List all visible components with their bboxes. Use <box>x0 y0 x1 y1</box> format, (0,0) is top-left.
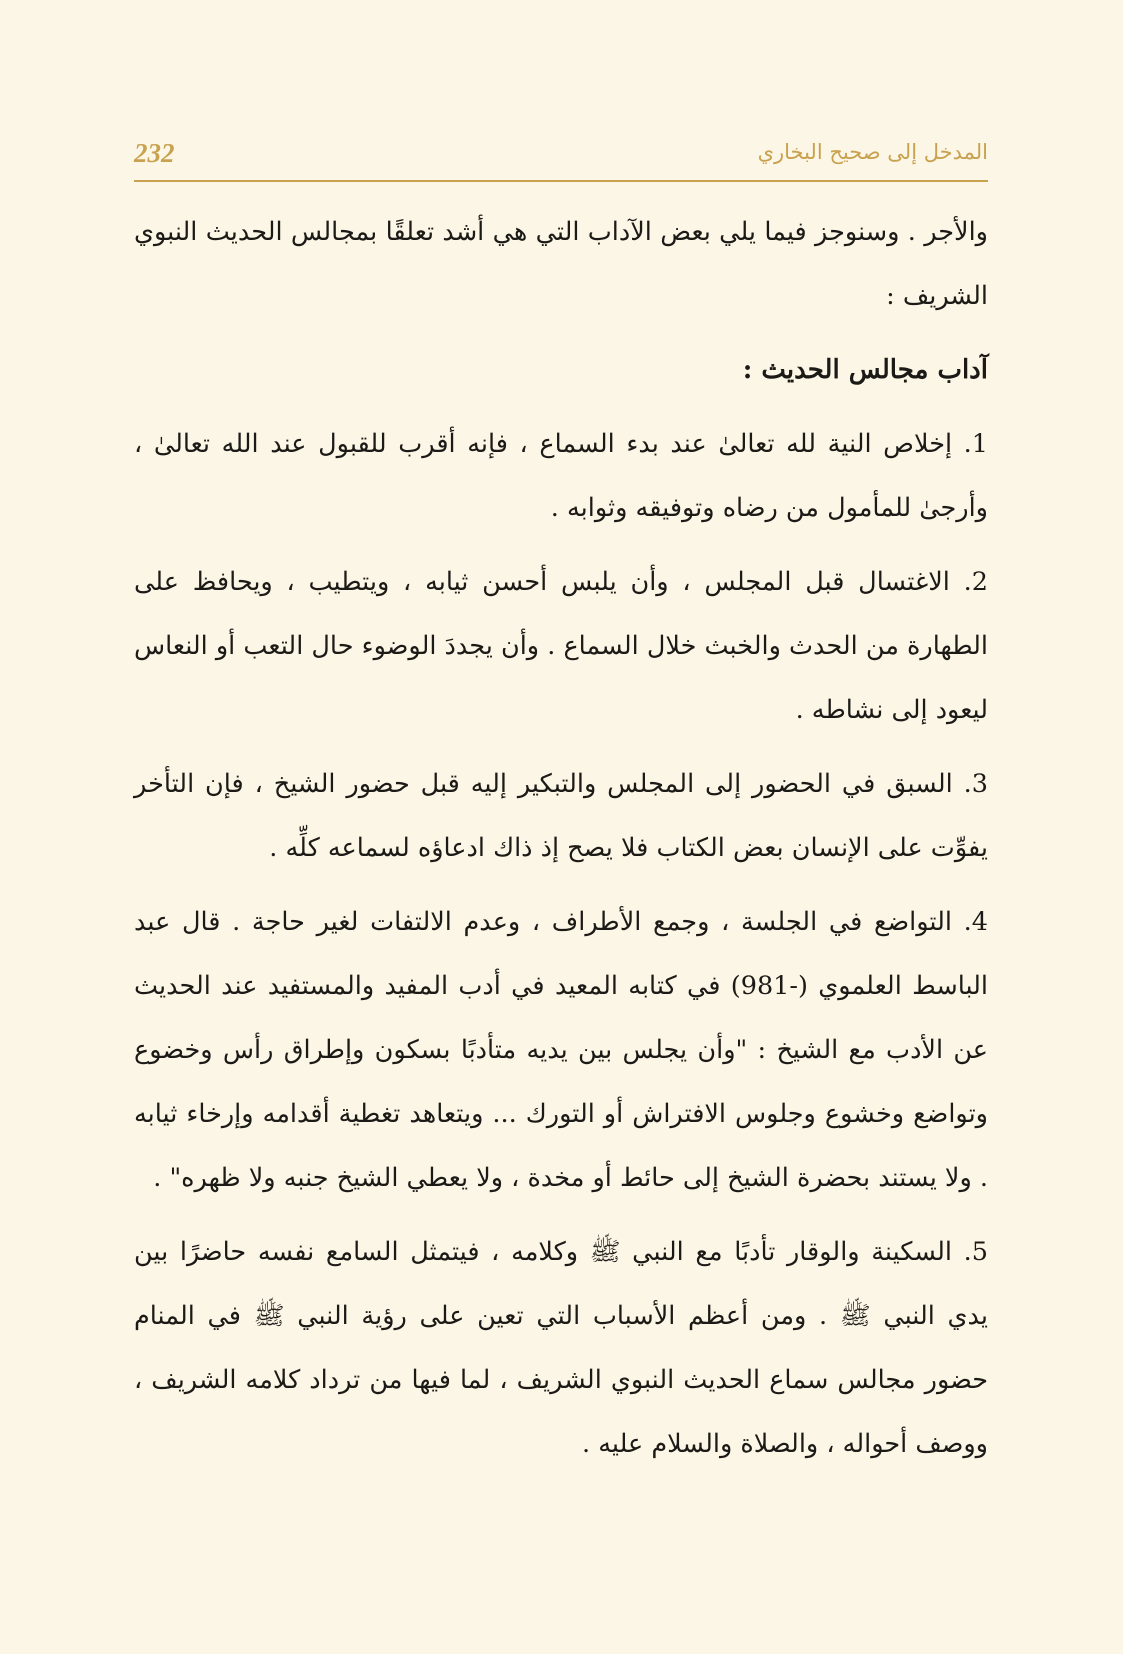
list-item-1: 1. إخلاص النية لله تعالىٰ عند بدء السماع ، فإنه أقرب للقبول عند الله تعالىٰ ، وأرجىٰ للمأمول من رضاه وتوفيقه وثوابه . <box>134 429 988 523</box>
running-header <box>134 132 988 182</box>
list-item-2: 2. الاغتسال قبل المجلس ، وأن يلبس أحسن ثيابه ، ويتطيب ، ويحافظ على الطهارة من الحدث والخبث خلال السماع . وأن يجددَ الوضوء حال التعب أو النعاس ليعود إلى نشاطه . <box>134 567 988 725</box>
list-item-5: 5. السكينة والوقار تأدبًا مع النبي ﷺ وكلامه ، فيتمثل السامع نفسه حاضرًا بين يدي النبي ﷺ . ومن أعظم الأسباب التي تعين على رؤية النبي ﷺ في المنام حضور مجالس سماع الحديث النبوي الشريف ، لما فيها من ترداد كلامه الشريف ، ووصف أحواله ، والصلاة والسلام عليه . <box>134 1237 988 1459</box>
intro-paragraph: والأجر . وسنوجز فيما يلي بعض الآداب التي هي أشد تعلقًا بمجالس الحديث النبوي الشريف : <box>134 217 988 311</box>
page-body <box>134 200 988 1476</box>
section-heading: آداب مجالس الحديث : <box>742 355 988 385</box>
list-item-4: 4. التواضع في الجلسة ، وجمع الأطراف ، وعدم الالتفات لغير حاجة . قال عبد الباسط العلموي (-981) في كتابه المعيد في أدب المفيد والمستفيد عند الحديث عن الأدب مع الشيخ : "وأن يجلس بين يديه متأدبًا بسكون وإطراق رأس وخضوع وتواضع وخشوع وجلوس الافتراش أو التورك ... ويتعاهد تغطية أقدامه وإرخاء ثيابه . ولا يستند بحضرة الشيخ إلى حائط أو مخدة ، ولا يعطي الشيخ جنبه ولا ظهره" . <box>134 907 989 1193</box>
book-title: المدخل إلى صحيح البخاري <box>757 140 988 164</box>
page-number: 232 <box>134 138 175 168</box>
list-item-3: 3. السبق في الحضور إلى المجلس والتبكير إليه قبل حضور الشيخ ، فإن التأخر يفوِّت على الإنسان بعض الكتاب فلا يصح إذ ذاك ادعاؤه لسماعه كلِّه . <box>134 769 988 863</box>
book-page <box>134 132 988 1532</box>
